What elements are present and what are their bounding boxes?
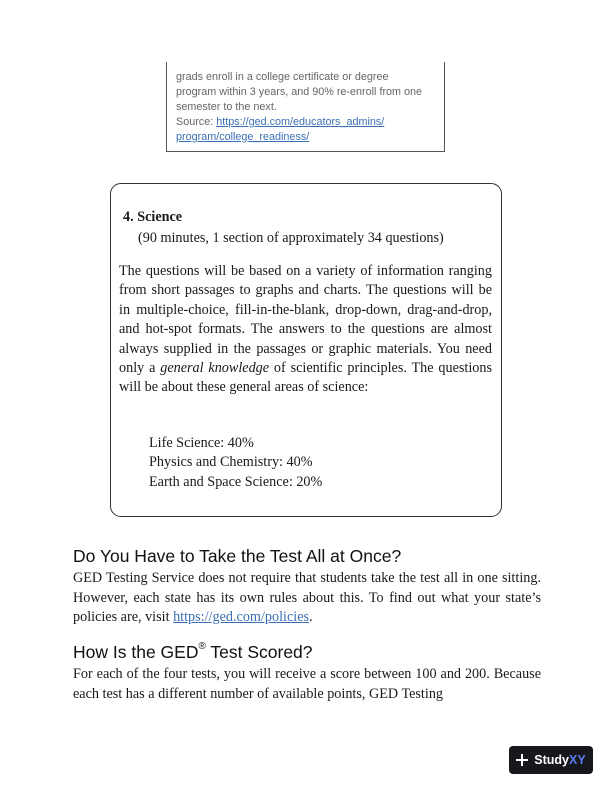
subject-item: Earth and Space Science: 20% bbox=[149, 473, 323, 490]
badge-text-accent: XY bbox=[569, 753, 586, 767]
paragraph-test-scored: For each of the four tests, you will receive a score between 100 and 200. Because each test has a different number of available points, GED Testing bbox=[73, 666, 541, 702]
heading-part: Test Scored? bbox=[205, 642, 313, 662]
source-link-continued[interactable]: program/college_readiness/ bbox=[176, 131, 310, 143]
paragraph-end: . bbox=[309, 609, 313, 626]
science-subtitle: (90 minutes, 1 section of approximately 34 questions) bbox=[138, 230, 444, 246]
heading-test-at-once: Do You Have to Take the Test All at Once? bbox=[73, 546, 402, 566]
subject-item: Life Science: 40% bbox=[149, 435, 254, 451]
excerpt-box bbox=[166, 62, 445, 152]
source-line bbox=[176, 115, 444, 130]
plus-icon bbox=[516, 754, 528, 766]
excerpt-line: program within 3 years, and 90% re-enroll from one bbox=[176, 86, 423, 98]
science-title: 4. Science bbox=[123, 209, 183, 225]
subject-item: Physics and Chemistry: 40% bbox=[149, 454, 313, 471]
science-body-end: of scientific principles. The questions will be about these general areas of science: bbox=[119, 360, 492, 396]
badge-text: Study bbox=[534, 753, 570, 767]
excerpt-line: grads enroll in a college certificate or degree bbox=[176, 71, 389, 83]
paragraph-test-at-once bbox=[73, 569, 541, 628]
paragraph-text: GED Testing Service does not require that students take the test all in one sitting. However, each state has its own rules about this. To find out what your state’s policies are, visit bbox=[73, 570, 541, 626]
heading-part: How Is the GED bbox=[73, 642, 199, 662]
registered-mark: ® bbox=[198, 641, 206, 652]
science-body-emphasis: general knowledge bbox=[160, 360, 270, 377]
science-description bbox=[119, 262, 492, 398]
policies-link[interactable]: https://ged.com/policies bbox=[173, 609, 310, 626]
source-label: Source: bbox=[176, 116, 214, 128]
studyxy-badge[interactable] bbox=[509, 746, 593, 774]
science-subject-list bbox=[149, 434, 322, 492]
source-link[interactable]: https://ged.com/educators_admins/ bbox=[216, 116, 385, 128]
heading-test-scored bbox=[73, 642, 313, 663]
science-body-start: The questions will be based on a variety of information ranging from short passages to graphs and charts. The questions will be in multiple-choice, fill-in-the-blank, drop-down, drag-and-drop, and hot-spot formats. The answers to the questions are almost always supplied in the passages or graphic materials. You need only a bbox=[119, 263, 492, 377]
source-line-2 bbox=[176, 130, 444, 145]
excerpt-line: semester to the next. bbox=[176, 101, 277, 113]
